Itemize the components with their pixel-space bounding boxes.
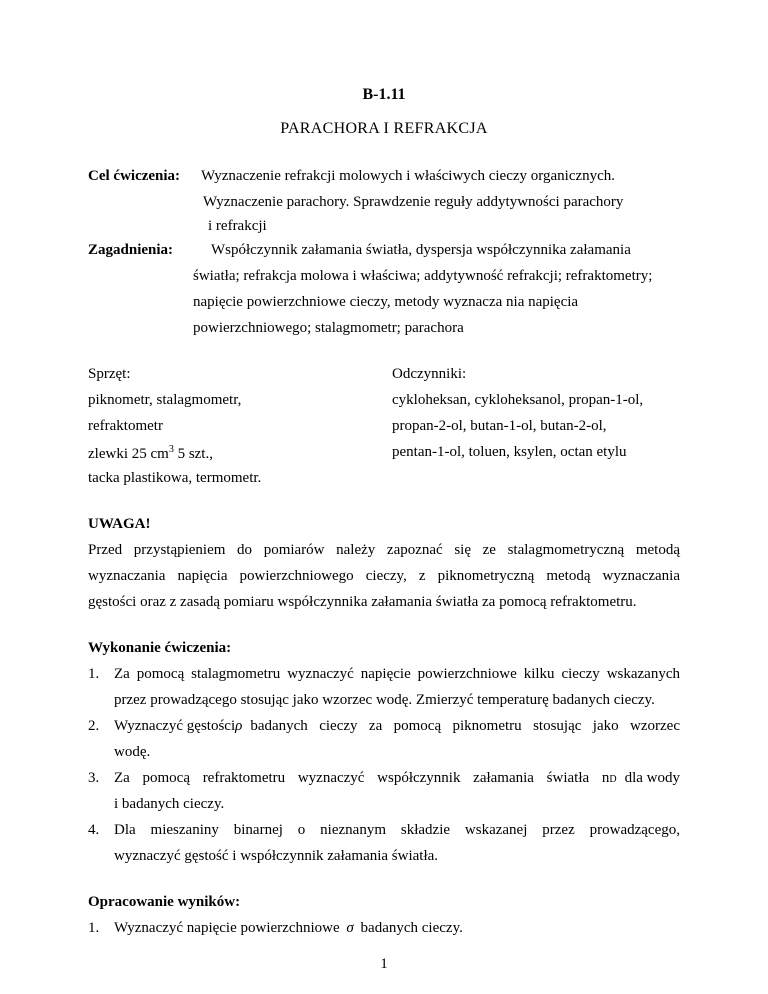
wykonanie-step-4-number: 4. <box>88 822 100 838</box>
opracowanie-step-1-text-a: Wyznaczyć napięcie powierzchniowe <box>114 920 340 936</box>
sprzet-item-3-text: zlewki 25 cm <box>88 446 169 462</box>
wykonanie-step-2-line-1 <box>114 718 680 735</box>
wykonanie-step-2-text-b: badanych cieczy za pomocą piknometru stosując jako wzorzec <box>250 718 680 734</box>
cel-label: Cel ćwiczenia: <box>88 168 181 184</box>
zagadnienia-line-3: napięcie powierzchniowe cieczy, metody wyznacza nia napięcia <box>193 294 579 310</box>
uwaga-title: UWAGA! <box>88 516 151 532</box>
uwaga-line-2: wyznaczania napięcia powierzchniowego cieczy, z piknometryczną metodą wyznaczania <box>88 568 680 584</box>
opracowanie-title: Opracowanie wyników: <box>88 894 241 910</box>
sprzet-item-3 <box>88 444 213 463</box>
odczynniki-header: Odczynniki: <box>392 366 467 382</box>
wykonanie-step-2-text-a: Wyznaczyć gęstości <box>114 718 236 734</box>
cel-line-1: Wyznaczenie refrakcji molowych i właściwych cieczy organicznych. <box>201 168 616 184</box>
wykonanie-step-3-line-2: i badanych cieczy. <box>114 796 225 812</box>
wykonanie-step-2-number: 2. <box>88 718 100 734</box>
wykonanie-step-3-number: 3. <box>88 770 100 786</box>
sprzet-item-3-superscript: 3 <box>168 444 174 455</box>
sprzet-header: Sprzęt: <box>88 366 131 382</box>
wykonanie-step-3-text-b: dla wody <box>624 770 680 786</box>
odczynniki-item-2: propan-2-ol, butan-1-ol, butan-2-ol, <box>392 418 607 434</box>
opracowanie-step-1-line <box>114 920 463 937</box>
sprzet-item-4: tacka plastikowa, termometr. <box>88 470 262 486</box>
wykonanie-step-1-number: 1. <box>88 666 100 682</box>
wykonanie-step-3-text-a: Za pomocą refraktometru wyznaczyć współczynnik załamania światła n <box>114 770 610 786</box>
odczynniki-item-3: pentan-1-ol, toluen, ksylen, octan etylu <box>392 444 627 460</box>
zagadnienia-line-4: powierzchniowego; stalagmometr; parachora <box>193 320 464 336</box>
wykonanie-title: Wykonanie ćwiczenia: <box>88 640 232 656</box>
uwaga-line-3: gęstości oraz z zasadą pomiaru współczynnika załamania światła za pomocą refraktometru. <box>88 594 637 610</box>
zagadnienia-line-1: Współczynnik załamania światła, dyspersja współczynnika załamania <box>211 242 631 258</box>
uwaga-line-1: Przed przystąpieniem do pomiarów należy zapoznać się ze stalagmometryczną metodą <box>88 542 680 558</box>
odczynniki-item-1: cykloheksan, cykloheksanol, propan-1-ol, <box>392 392 644 408</box>
cel-line-3: i refrakcji <box>208 218 267 234</box>
wykonanie-step-4-line-2: wyznaczyć gęstość i współczynnik załamania światła. <box>114 848 439 864</box>
wykonanie-step-3-line-1 <box>114 770 680 787</box>
page-title: PARACHORA I REFRAKCJA <box>280 120 488 137</box>
sprzet-item-2: refraktometr <box>88 418 163 434</box>
wykonanie-step-1-line-1: Za pomocą stalagmometru wyznaczyć napięcie powierzchniowe kilku cieczy wskazanych <box>114 666 680 682</box>
exercise-code: B-1.11 <box>362 86 406 103</box>
zagadnienia-line-2: światła; refrakcja molowa i właściwa; addytywność refrakcji; refraktometry; <box>193 268 653 284</box>
sigma-symbol: σ <box>346 920 354 936</box>
rho-symbol: ρ <box>235 718 243 734</box>
zagadnienia-label: Zagadnienia: <box>88 242 174 258</box>
sprzet-item-3-rest: 5 szt., <box>173 446 213 462</box>
cel-line-2: Wyznaczenie parachory. Sprawdzenie reguły addytywności parachory <box>203 194 624 210</box>
sprzet-item-1: piknometr, stalagmometr, <box>88 392 242 408</box>
wykonanie-step-4-line-1: Dla mieszaniny binarnej o nieznanym składzie wskazanej przez prowadzącego, <box>114 822 680 838</box>
wykonanie-step-1-line-2: przez prowadzącego stosując jako wzorzec wodę. Zmierzyć temperaturę badanych cieczy. <box>114 692 655 708</box>
opracowanie-step-1-text-b: badanych cieczy. <box>360 920 463 936</box>
opracowanie-step-1-number: 1. <box>88 920 100 936</box>
n-d-subscript: D <box>609 774 617 785</box>
page-number: 1 <box>380 956 388 972</box>
wykonanie-step-2-line-2: wodę. <box>114 744 151 760</box>
